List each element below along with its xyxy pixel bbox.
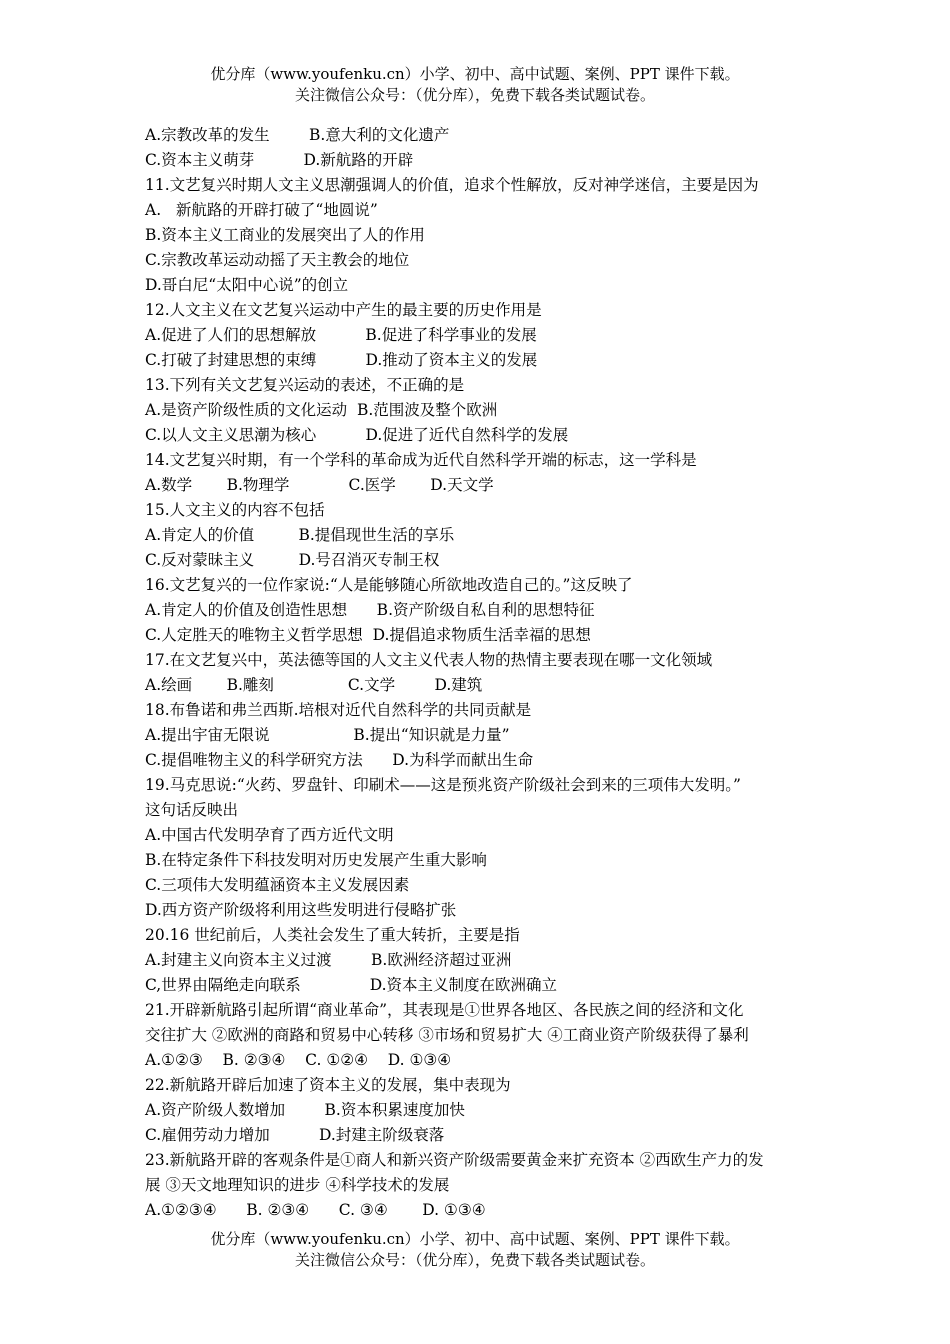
text-line: C.宗教改革运动动摇了天主教会的地位 [145, 251, 410, 269]
question-22: 22.新航路开辟后加速了资本主义的发展，集中表现为 [145, 1076, 511, 1094]
text-line: C.打破了封建思想的束缚 D.推动了资本主义的发展 [145, 351, 538, 369]
text-line: A.资产阶级人数增加 B.资本积累速度加快 [145, 1101, 465, 1119]
header-line-1: 优分库（www.youfenku.cn）小学、初中、高中试题、案例、PPT 课件下载。 [210, 65, 740, 83]
footer-line-2: 关注微信公众号：（优分库），免费下载各类试题试卷。 [294, 1251, 655, 1269]
text-line: A. 新航路的开辟打破了“地圆说” [145, 201, 378, 219]
text-line: A.肯定人的价值 B.提倡现世生活的享乐 [145, 526, 455, 544]
question-17: 17.在文艺复兴中，英法德等国的人文主义代表人物的热情主要表现在哪一文化领域 [145, 651, 713, 669]
text-line: C,世界由隔绝走向联系 D.资本主义制度在欧洲确立 [145, 976, 558, 994]
question-12: 12.人文主义在文艺复兴运动中产生的最主要的历史作用是 [145, 301, 542, 319]
text-line: C.资本主义萌芽 D.新航路的开辟 [145, 151, 414, 169]
text-line: D.哥白尼“太阳中心说”的创立 [145, 276, 349, 294]
text-line: A.促进了人们的思想解放 B.促进了科学事业的发展 [145, 326, 537, 344]
text-line: C.人定胜天的唯物主义哲学思想 D.提倡追求物质生活幸福的思想 [145, 626, 591, 644]
text-line: A.绘画 B.雕刻 C.文学 D.建筑 [145, 676, 483, 694]
text-line: A.封建主义向资本主义过渡 B.欧洲经济超过亚洲 [145, 951, 512, 969]
text-line: A.肯定人的价值及创造性思想 B.资产阶级自私自利的思想特征 [145, 601, 595, 619]
text-line: B.资本主义工商业的发展突出了人的作用 [145, 226, 425, 244]
question-body [145, 123, 825, 1223]
question-16: 16.文艺复兴的一位作家说:“人是能够随心所欲地改造自己的。”这反映了 [145, 576, 633, 594]
text-line: C.提倡唯物主义的科学研究方法 D.为科学而献出生命 [145, 751, 534, 769]
header-line-2: 关注微信公众号：（优分库），免费下载各类试题试卷。 [294, 86, 655, 104]
text-line: C.反对蒙昧主义 D.号召消灭专制王权 [145, 551, 440, 569]
text-line: A.提出宇宙无限说 B.提出“知识就是力量” [145, 726, 510, 744]
question-19: 19.马克思说:“火药、罗盘针、印刷术——这是预兆资产阶级社会到来的三项伟大发明。” [145, 776, 741, 794]
text-line: A.①②③④ B. ②③④ C. ③④ D. ①③④ [145, 1201, 486, 1219]
text-line: C.三项伟大发明蕴涵资本主义发展因素 [145, 876, 410, 894]
text-line: 交往扩大 ②欧洲的商路和贸易中心转移 ③市场和贸易扩大 ④工商业资产阶级获得了暴利 [145, 1026, 749, 1044]
question-13: 13.下列有关文艺复兴运动的表述，不正确的是 [145, 376, 465, 394]
text-line: 展 ③天文地理知识的进步 ④科学技术的发展 [145, 1176, 450, 1194]
question-11: 11.文艺复兴时期人文主义思潮强调人的价值，追求个性解放，反对神学迷信，主要是因为 [145, 176, 759, 194]
text-line: A.中国古代发明孕育了西方近代文明 [145, 826, 394, 844]
text-line: C.以人文主义思潮为核心 D.促进了近代自然科学的发展 [145, 426, 569, 444]
question-18: 18.布鲁诺和弗兰西斯.培根对近代自然科学的共同贡献是 [145, 701, 532, 719]
text-line: 这句话反映出 [145, 801, 239, 819]
text-line: A.数学 B.物理学 C.医学 D.天文学 [145, 476, 494, 494]
page-footer [0, 1229, 950, 1271]
text-line: A.①②③ B. ②③④ C. ①②④ D. ①③④ [145, 1051, 452, 1069]
question-20: 20.16 世纪前后，人类社会发生了重大转折，主要是指 [145, 926, 520, 944]
question-14: 14.文艺复兴时期，有一个学科的革命成为近代自然科学开端的标志，这一学科是 [145, 451, 697, 469]
question-23: 23.新航路开辟的客观条件是①商人和新兴资产阶级需要黄金来扩充资本 ②西欧生产力的发 [145, 1151, 764, 1169]
page-header [0, 64, 950, 106]
text-line: D.西方资产阶级将利用这些发明进行侵略扩张 [145, 901, 457, 919]
question-21: 21.开辟新航路引起所谓“商业革命”，其表现是①世界各地区、各民族之间的经济和文化 [145, 1001, 744, 1019]
text-line: B.在特定条件下科技发明对历史发展产生重大影响 [145, 851, 487, 869]
text-line: C.雇佣劳动力增加 D.封建主阶级衰落 [145, 1126, 445, 1144]
footer-line-1: 优分库（www.youfenku.cn）小学、初中、高中试题、案例、PPT 课件下载。 [210, 1230, 740, 1248]
question-15: 15.人文主义的内容不包括 [145, 501, 325, 519]
text-line: A.宗教改革的发生 B.意大利的文化遗产 [145, 126, 450, 144]
text-line: A.是资产阶级性质的文化运动 B.范围波及整个欧洲 [145, 401, 498, 419]
